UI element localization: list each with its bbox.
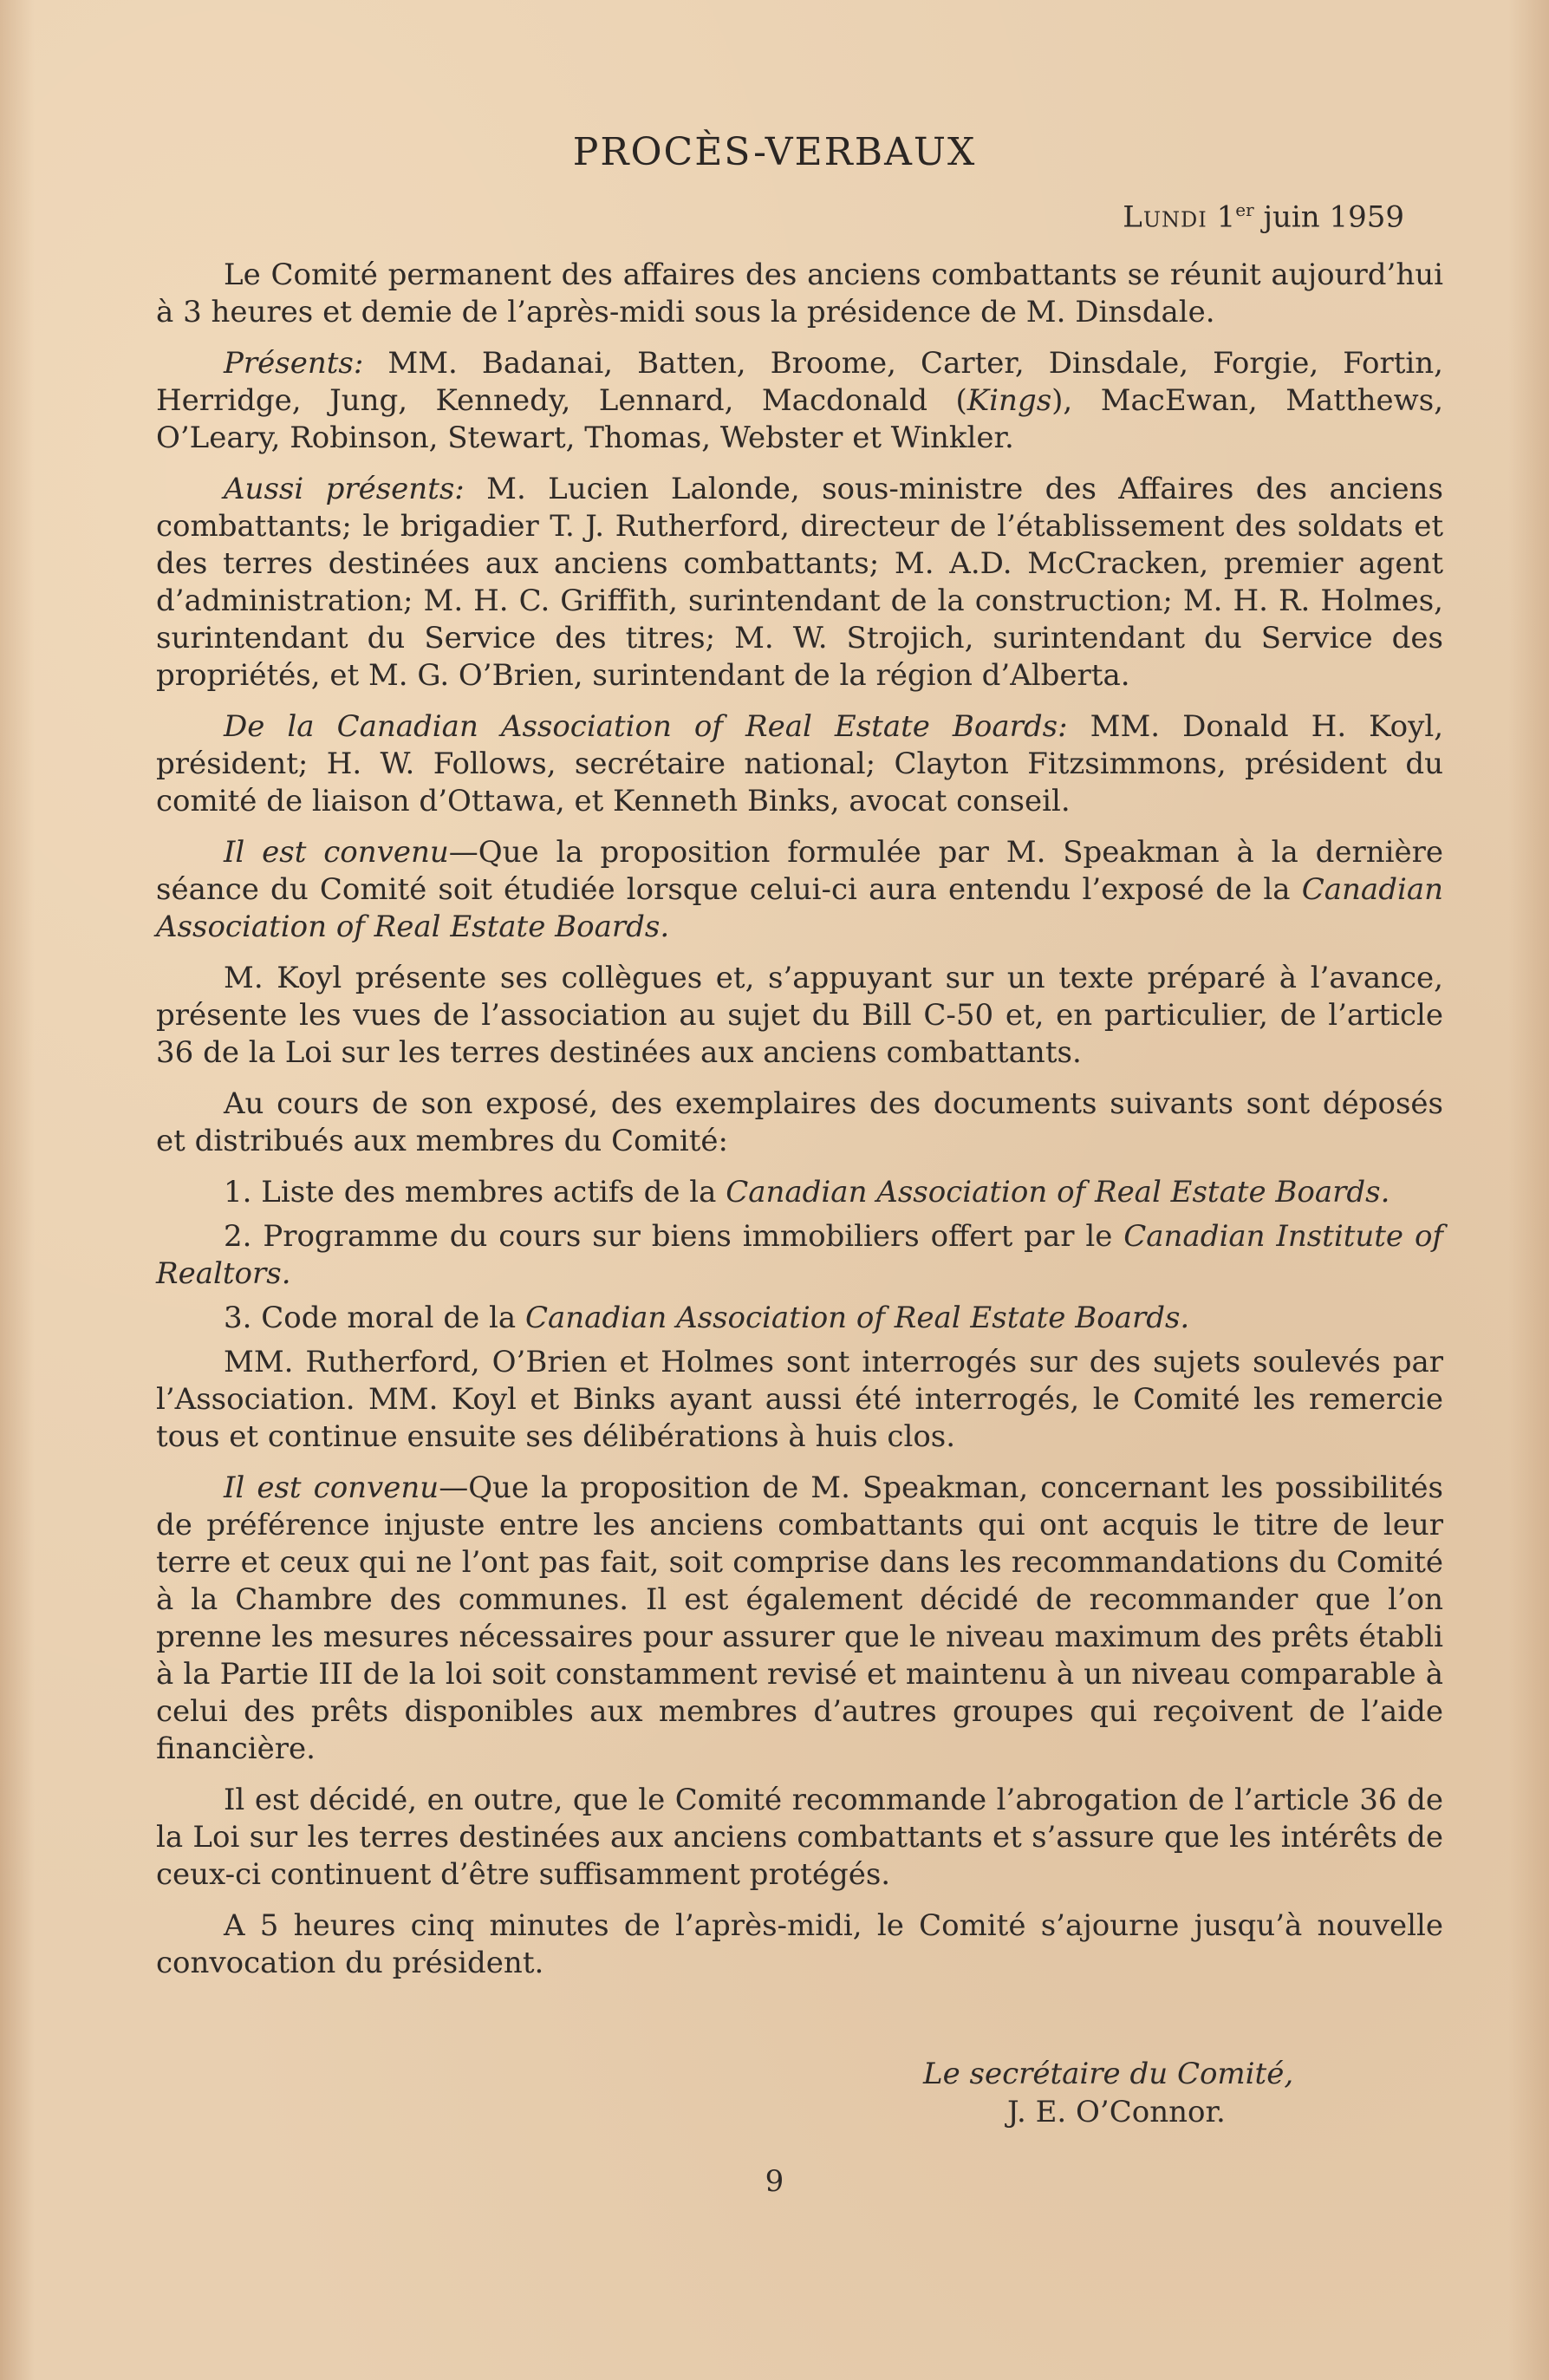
paragraph-presents (156, 345, 1443, 457)
convenu-label-2: Il est convenu (224, 1470, 439, 1505)
convenu-ital-1: Canadian Association of Real Estate Boards. (156, 872, 1443, 944)
aussi-label: Aussi présents: (224, 472, 465, 506)
paragraph-convenu-1 (156, 834, 1443, 946)
date-num: 1 (1216, 199, 1236, 235)
page-title: PROCÈS-VERBAUX (572, 130, 977, 174)
item-3-ital: Canadian Association of Real Estate Boards. (525, 1301, 1190, 1335)
item-2-text: 2. Programme du cours sur biens immobiliers offert par le (224, 1219, 1124, 1254)
date-rest: juin 1959 (1253, 199, 1404, 235)
item-2-ital: Canadian Institute of Realtors. (156, 1219, 1443, 1291)
list-item (156, 1174, 1443, 1211)
paragraph-koyl: M. Koyl présente ses collègues et, s’appuyant sur un texte préparé à l’avance, présente les vues de l’association au sujet du Bill C-50 et, en particulier, de l’article 36 de la Loi sur les terres destinées aux anciens combattants. (156, 961, 1443, 1070)
association-text: MM. Donald H. Koyl, président; H. W. Follows, secrétaire national; Clayton Fitzsimmons, président du comité de liaison d’Ottawa, et Kenneth Binks, avocat conseil. (156, 709, 1444, 818)
date-sup: er (1235, 199, 1254, 220)
item-1-ital: Canadian Association of Real Estate Boards. (726, 1175, 1390, 1210)
presents-kings: Kings (966, 383, 1052, 418)
item-3-text: 3. Code moral de la (224, 1301, 525, 1335)
paragraph-opening: Le Comité permanent des affaires des anciens combattants se réunit aujourd’hui à 3 heures et demie de l’après-midi sous la présidence de M. Dinsdale. (156, 258, 1443, 329)
paragraph-aussi-presents (156, 471, 1443, 694)
convenu-text-2: —Que la proposition de M. Speakman, concernant les possibilités de préférence injuste entre les anciens combattants qui ont acquis le titre de leur terre et ceux qui ne l’ont pas fait, soit comprise dans les recommandations du Comité à la Chambre des communes. Il est également décidé de recommander que l’on prenne les mesures nécessaires pour assurer que le niveau maximum des prêts établi à la Partie III de la loi soit constamment revisé et maintenu à un niveau comparable à celui des prêts disponibles aux membres d’autres groupes qui reçoivent de l’aide financière. (156, 1470, 1444, 1766)
signature-name: J. E. O’Connor. (1007, 2095, 1226, 2129)
date-day: Lundi (1123, 199, 1207, 235)
presents-tail: ), MacEwan, Matthews, O’Leary, Robinson, Stewart, Thomas, Webster et Winkler. (156, 383, 1443, 455)
convenu-label-1: Il est convenu (224, 835, 449, 870)
list-item (156, 1300, 1443, 1337)
page-number: 9 (765, 2164, 784, 2199)
presents-text: MM. Badanai, Batten, Broome, Carter, Dinsdale, Forgie, Fortin, Herridge, Jung, Kennedy, Lennard, Macdonald ( (156, 346, 1443, 418)
paragraph-ajourne: A 5 heures cinq minutes de l’après-midi, le Comité s’ajourne jusqu’à nouvelle convocation du président. (156, 1908, 1443, 1980)
list-item (156, 1218, 1443, 1293)
paragraph-expose: Au cours de son exposé, des exemplaires des documents suivants sont déposés et distribués aux membres du Comité: (156, 1086, 1443, 1158)
aussi-text: M. Lucien Lalonde, sous-ministre des Affaires des anciens combattants; le brigadier T. J. Rutherford, directeur de l’établissement des soldats et des terres destinées aux anciens combattants; M. A.D. McCracken, premier agent d’administration; M. H. C. Griffith, surintendant de la construction; M. H. R. Holmes, surintendant du Service des titres; M. W. Strojich, surintendant du Service des propriétés, et M. G. O’Brien, surintendant de la région d’Alberta. (156, 472, 1444, 693)
signature-block (923, 2055, 1293, 2131)
meeting-date (1123, 199, 1404, 234)
minutes-body (156, 257, 1443, 1996)
paragraph-convenu-2 (156, 1470, 1443, 1768)
item-1-text: 1. Liste des membres actifs de la (224, 1175, 726, 1210)
paragraph-association (156, 708, 1443, 820)
presents-label: Présents: (224, 346, 364, 381)
signature-role: Le secrétaire du Comité, (923, 2057, 1294, 2091)
convenu-text-1: —Que la proposition formulée par M. Speakman à la dernière séance du Comité soit étudiée lorsque celui-ci aura entendu l’exposé de la (156, 835, 1443, 907)
paragraph-interroges: MM. Rutherford, O’Brien et Holmes sont interrogés sur des sujets soulevés par l’Association. MM. Koyl et Binks ayant aussi été interrogés, le Comité les remercie tous et continue ensuite ses délibérations à huis clos. (156, 1345, 1443, 1454)
paragraph-abrogation: Il est décidé, en outre, que le Comité recommande l’abrogation de l’article 36 de la Loi sur les terres destinées aux anciens combattants et s’assure que les intérêts de ceux-ci continuent d’être suffisamment protégés. (156, 1783, 1443, 1892)
association-label: De la Canadian Association of Real Estate Boards: (224, 709, 1068, 744)
